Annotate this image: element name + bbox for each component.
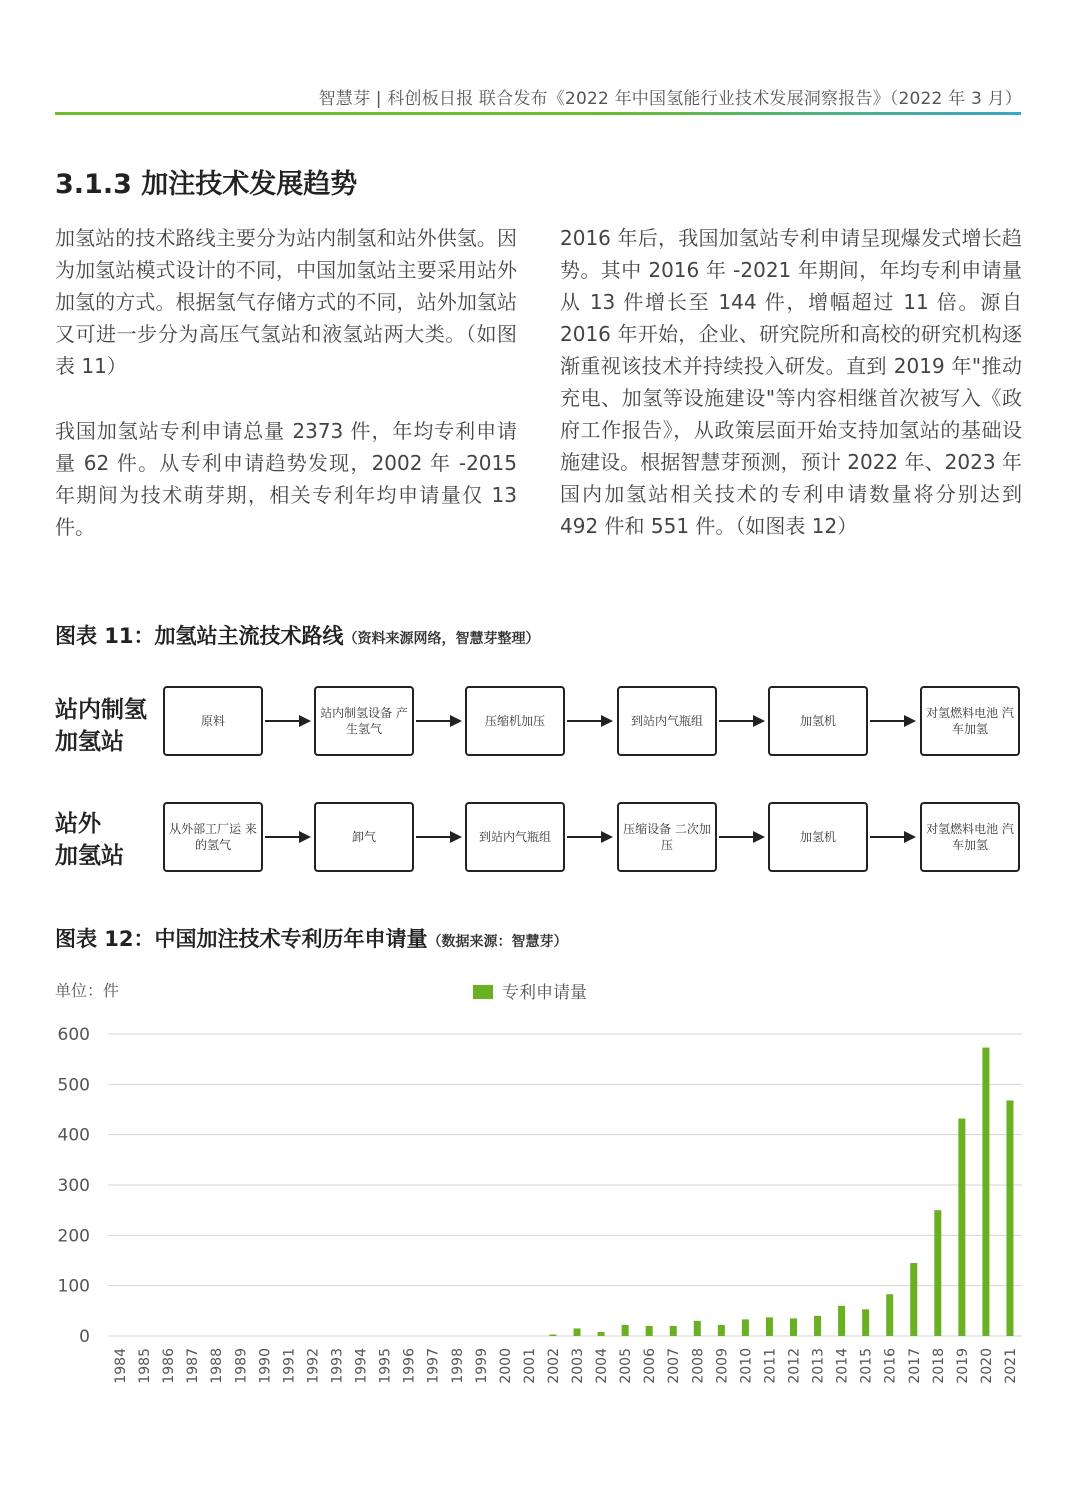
x-tick-label: 1999 (473, 1348, 490, 1384)
bar (766, 1317, 773, 1336)
flow-arrow-icon (717, 830, 767, 844)
flow-step-box (465, 686, 565, 756)
route-onsite-label (55, 694, 155, 758)
flow-arrow-icon (263, 714, 313, 728)
bar (958, 1119, 965, 1336)
flow-step-box (617, 802, 717, 872)
x-tick-label: 1990 (257, 1348, 274, 1384)
x-tick-label: 1989 (233, 1348, 250, 1384)
chart-unit-label: 单位：件 (55, 981, 120, 1000)
figure-12-source: （数据来源：智慧芽） (427, 934, 568, 950)
bar (838, 1306, 845, 1336)
y-tick-label: 400 (57, 1125, 90, 1146)
flow-arrow-icon (868, 714, 918, 728)
flow-step-label: 压缩机加压 (484, 714, 545, 728)
x-tick-label: 2014 (834, 1348, 851, 1384)
flow-step-box (163, 686, 263, 756)
report-header: 智慧芽 | 科创板日报 联合发布《2022 年中国氢能行业技术发展洞察报告》（2022 年 3 月） (318, 89, 1022, 109)
x-tick-label: 2003 (570, 1348, 587, 1384)
bar (670, 1326, 677, 1336)
flow-step-label: 对氢燃料电池 汽车加氢 (926, 706, 1014, 736)
x-tick-label: 1988 (209, 1348, 226, 1384)
flow-arrow-icon (717, 714, 767, 728)
y-tick-label: 100 (57, 1276, 90, 1297)
x-tick-label: 2000 (497, 1348, 514, 1384)
bar (646, 1326, 653, 1336)
x-tick-label: 1986 (161, 1348, 178, 1384)
flow-step-label: 对氢燃料电池 汽车加氢 (926, 822, 1014, 852)
x-tick-label: 1984 (113, 1348, 130, 1384)
flow-step-box (314, 802, 414, 872)
bar (862, 1309, 869, 1336)
x-tick-label: 1998 (449, 1348, 466, 1384)
x-tick-label: 1993 (329, 1348, 346, 1384)
flow-step-label: 到站内气瓶组 (478, 830, 551, 844)
route-label-line: 加氢站 (55, 729, 124, 755)
flow-step-label: 从外部工厂运 来的氢气 (169, 822, 257, 852)
figure-11-title (55, 620, 540, 650)
x-tick-label: 2005 (618, 1348, 635, 1384)
bar (790, 1318, 797, 1336)
x-tick-label: 2007 (666, 1348, 683, 1384)
x-tick-label: 2020 (978, 1348, 995, 1384)
flow-step-label: 原料 (200, 714, 225, 728)
flow-step-box (314, 686, 414, 756)
x-tick-label: 1992 (305, 1348, 322, 1384)
flow-step-box (163, 802, 263, 872)
y-tick-label: 0 (79, 1327, 90, 1347)
x-tick-label: 1995 (377, 1348, 394, 1384)
x-tick-label: 1997 (425, 1348, 442, 1384)
header-divider (55, 112, 1021, 115)
figure-11-title-text: 图表 11：加氢站主流技术路线 (55, 624, 344, 648)
bar (814, 1316, 821, 1336)
section-title: 3.1.3 加注技术发展趋势 (55, 169, 358, 200)
x-tick-label: 2015 (858, 1348, 875, 1384)
x-tick-label: 2010 (738, 1348, 755, 1384)
bar (934, 1210, 941, 1336)
flow-arrow-icon (414, 714, 464, 728)
x-tick-label: 1991 (281, 1348, 298, 1384)
x-tick-label: 1987 (185, 1348, 202, 1384)
legend-label: 专利申请量 (502, 983, 587, 1003)
x-tick-label: 2018 (930, 1348, 947, 1384)
y-tick-label: 500 (57, 1075, 90, 1096)
x-tick-label: 1994 (353, 1348, 370, 1384)
flow-step-label: 到站内气瓶组 (630, 714, 703, 728)
bar (574, 1328, 581, 1336)
bar (549, 1334, 556, 1336)
paragraph-growth-trend: 2016 年后，我国加氢站专利申请呈现爆发式增长趋势。其中 2016 年 -2021 年期间，年均专利申请量从 13 件增长至 144 件，增幅超过 11 倍。源自 2016 年开始，企业、研究院所和高校的研究机构逐渐重视该技术并持续投入研发。直到 2019 年"推动充电、加氢等设施建设"等内容相继首次被写入《政府工作报告》，从政策层面开始支持加氢站的基础设施建设。根据智慧芽预测，预计 2022 年、2023 年国内加氢站相关技术的专利申请数量将分别达到 492 件和 551 件。（如图表 12） (560, 226, 1022, 538)
figure-12-title-text: 图表 12：中国加注技术专利历年申请量 (55, 927, 428, 951)
flow-arrow-icon (565, 714, 615, 728)
x-tick-label: 2002 (545, 1348, 562, 1384)
flow-step-label: 卸气 (351, 830, 376, 844)
flow-step-box (920, 686, 1020, 756)
flow-step-box (768, 802, 868, 872)
flow-step-box (768, 686, 868, 756)
y-tick-label: 600 (57, 1025, 90, 1045)
flow-step-label: 站内制氢设备 产生氢气 (320, 706, 408, 736)
flow-step-label: 加氢机 (799, 830, 836, 844)
flow-arrow-icon (868, 830, 918, 844)
bar (598, 1332, 605, 1336)
flow-arrow-icon (565, 830, 615, 844)
x-tick-label: 1985 (137, 1348, 154, 1384)
bar (910, 1263, 917, 1336)
x-tick-label: 2004 (594, 1348, 611, 1384)
paragraph-patent-total: 我国加氢站专利申请总量 2373 件，年均专利申请量 62 件。从专利申请趋势发现，2002 年 -2015 年期间为技术萌芽期，相关专利年均申请量仅 13 件。 (55, 419, 517, 539)
x-tick-label: 2017 (906, 1348, 923, 1384)
bar (694, 1321, 701, 1336)
x-tick-label: 1996 (401, 1348, 418, 1384)
flow-arrow-icon (414, 830, 464, 844)
flow-step-box (920, 802, 1020, 872)
x-tick-label: 2012 (786, 1348, 803, 1384)
x-tick-label: 2013 (810, 1348, 827, 1384)
route-label-line: 站外 (55, 811, 101, 837)
route-label-line: 站内制氢 (55, 697, 147, 723)
flow-arrow-icon (263, 830, 313, 844)
patent-bar-chart (0, 970, 1080, 1390)
paragraph-route-overview: 加氢站的技术路线主要分为站内制氢和站外供氢。因为加氢站模式设计的不同，中国加氢站主要采用站外加氢的方式。根据氢气存储方式的不同，站外加氢站又可进一步分为高压气氢站和液氢站两大类。（如图表 11） (55, 226, 517, 378)
flow-step-label: 压缩设备 二次加压 (623, 822, 711, 852)
flow-step-label: 加氢机 (799, 714, 836, 728)
x-tick-label: 2008 (690, 1348, 707, 1384)
y-tick-label: 300 (57, 1176, 90, 1196)
x-tick-label: 2016 (882, 1348, 899, 1384)
route-offsite-label (55, 808, 155, 872)
x-tick-label: 2001 (521, 1348, 538, 1384)
flow-step-box (465, 802, 565, 872)
figure-11-source: （资料来源网络，智慧芽整理） (343, 631, 540, 647)
bar (622, 1325, 629, 1336)
y-tick-label: 200 (57, 1226, 90, 1247)
x-tick-label: 2009 (714, 1348, 731, 1384)
x-tick-label: 2011 (762, 1348, 779, 1384)
bar (718, 1325, 725, 1336)
legend-swatch (473, 985, 493, 999)
bar (1006, 1100, 1013, 1336)
route-label-line: 加氢站 (55, 843, 124, 869)
x-tick-label: 2021 (1002, 1348, 1019, 1384)
x-tick-label: 2019 (954, 1348, 971, 1384)
bar (886, 1294, 893, 1336)
flow-step-box (617, 686, 717, 756)
bar (982, 1048, 989, 1336)
figure-12-title (55, 923, 568, 953)
x-tick-label: 2006 (642, 1348, 659, 1384)
bar (742, 1319, 749, 1336)
